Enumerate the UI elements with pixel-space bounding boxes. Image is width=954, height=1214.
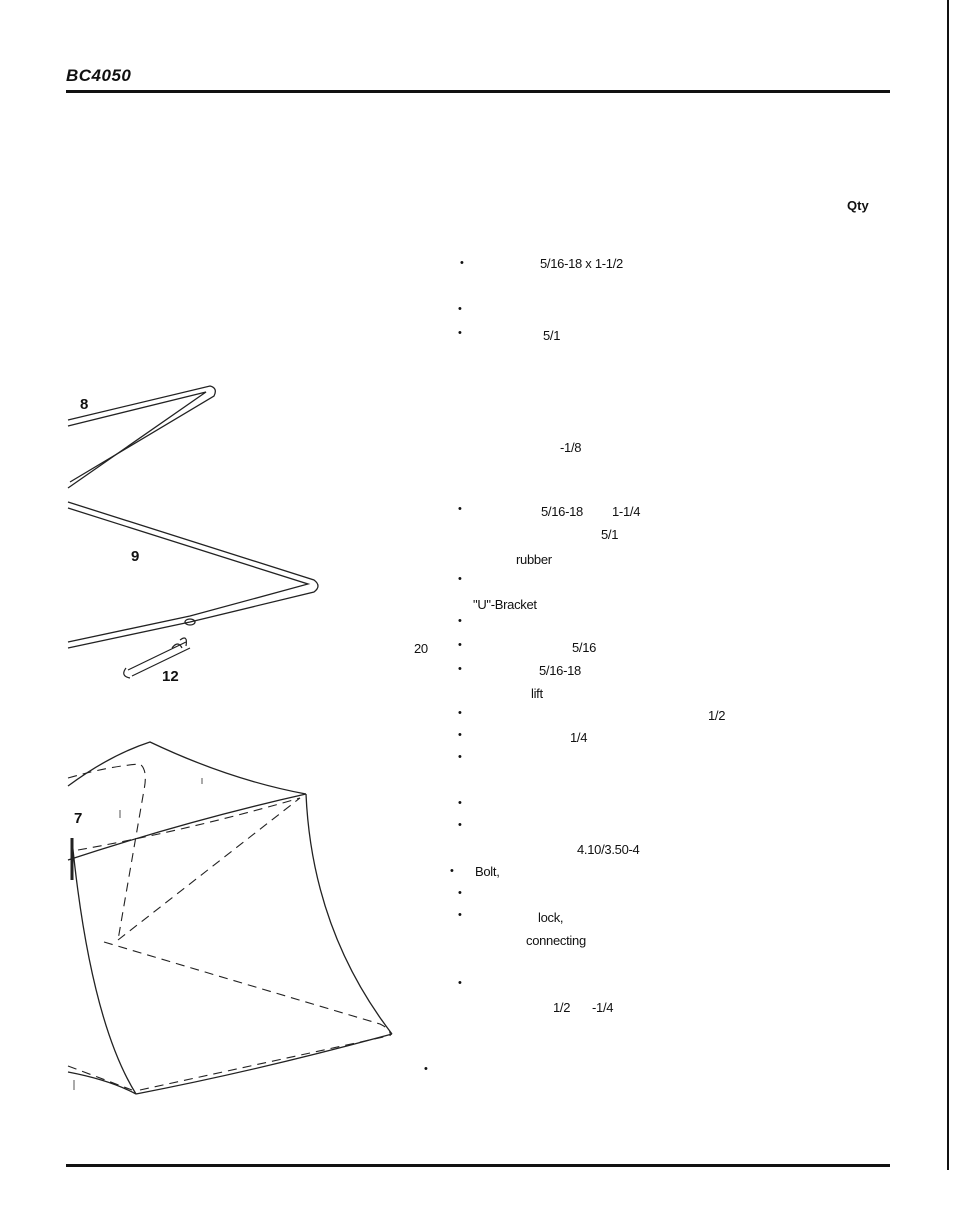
bullet: • [458, 663, 462, 675]
part-9-drawing [68, 502, 318, 648]
callout-12: 12 [162, 668, 179, 685]
part-8-drawing [68, 386, 215, 488]
part-size: 4.10/3.50-4 [577, 842, 640, 857]
part-name: "U"-Bracket [473, 597, 537, 612]
part-size: 5/16-18 [539, 663, 581, 678]
bullet: • [458, 503, 462, 515]
part-size: 1/4 [570, 730, 588, 745]
qty-header: Qty [847, 198, 869, 213]
bullet: • [458, 887, 462, 899]
bullet: • [458, 573, 462, 585]
bullet: • [458, 909, 462, 921]
bullet: • [458, 729, 462, 741]
callout-7: 7 [74, 810, 83, 827]
part-size: -1/4 [592, 1000, 614, 1015]
part-size: -1/8 [560, 440, 582, 455]
part-size: 5/1 [601, 527, 619, 542]
callout-8: 8 [80, 396, 89, 413]
part-size: 1/2 [553, 1000, 571, 1015]
bullet: • [458, 819, 462, 831]
part-size: 1-1/4 [612, 504, 641, 519]
bullet: • [458, 303, 462, 315]
bullet: • [450, 865, 454, 877]
part-name: connecting [526, 933, 586, 948]
side-number: 20 [414, 641, 428, 656]
bullet: • [458, 751, 462, 763]
part-size: 1/2 [708, 708, 726, 723]
bullet: • [460, 257, 464, 269]
document-code: BC4050 [66, 66, 132, 85]
part-size: 5/1 [543, 328, 561, 343]
bullet: • [458, 327, 462, 339]
bullet: • [424, 1063, 428, 1075]
part-size: 5/16-18 [541, 504, 583, 519]
bullet: • [458, 707, 462, 719]
callout-9: 9 [131, 548, 140, 565]
bullet: • [458, 615, 462, 627]
bullet: • [458, 977, 462, 989]
part-size: 5/16-18 x 1-1/2 [540, 256, 623, 271]
footer-rule [66, 1164, 890, 1167]
bullet: • [458, 797, 462, 809]
part-12-drawing [124, 638, 190, 678]
bullet: • [458, 639, 462, 651]
part-name: lift [531, 686, 543, 701]
part-name: lock, [538, 910, 564, 925]
part-name: Bolt, [475, 864, 500, 879]
part-7-drawing [68, 742, 392, 1094]
part-material: rubber [516, 552, 552, 567]
part-size: 5/16 [572, 640, 597, 655]
